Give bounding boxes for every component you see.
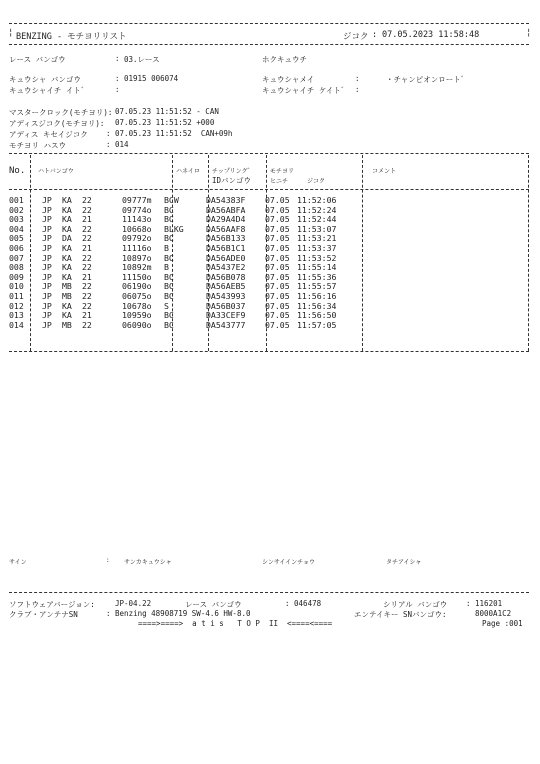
row-time: 11:52:24 (297, 204, 337, 215)
row-color: B (164, 262, 169, 273)
judge-label: シンサイインチョウ (262, 559, 315, 566)
row-year: 22 (82, 281, 92, 292)
row-country: JP (42, 204, 52, 215)
col-divider-right (528, 155, 529, 351)
row-time: 11:53:07 (297, 223, 337, 234)
header-left-bar: ¦ (8, 28, 14, 38)
loft-pos-label: キュウシャイチ ケイト゛ (262, 86, 349, 95)
loft-no-label: キュウシャ バンゴウ (9, 75, 81, 84)
row-color: BC (164, 281, 174, 292)
row-time: 11:56:50 (297, 310, 337, 321)
row-club: DA (62, 233, 72, 244)
col-header-color: ハネイロ (176, 168, 200, 175)
row-color: BC (164, 319, 174, 330)
serial-value: : 116201 (466, 599, 503, 608)
antenna-time-value: 07.05.23 11:51:52 +000 (115, 118, 215, 127)
arrival-count-value: : 014 (106, 140, 129, 149)
row-year: 21 (82, 271, 92, 282)
row-year: 22 (82, 290, 92, 301)
master-clock-value: 07.05.23 11:51:52 - CAN (115, 107, 219, 116)
row-time: 11:53:52 (297, 252, 337, 263)
row-club: MB (62, 319, 72, 330)
row-chip-id: DA56B037 (206, 300, 246, 311)
row-chip-id: DA56B1C1 (206, 242, 246, 253)
row-year: 21 (82, 242, 92, 253)
loft-pos-value: : (355, 85, 360, 94)
row-country: JP (42, 242, 52, 253)
row-country: JP (42, 300, 52, 311)
software-version-label: ソフトウェアバージョン: (9, 600, 95, 609)
row-chip-id: DA56ABFA (206, 204, 246, 215)
table-bottom-border (9, 351, 529, 352)
top-border (9, 23, 529, 24)
row-chip-id: DA54383F (206, 195, 246, 205)
row-ring-no: 09774o (122, 204, 152, 215)
col-header-time: ジコク (307, 178, 326, 185)
row-country: JP (42, 281, 52, 292)
row-color: BCW (164, 195, 179, 205)
row-ring-no: 10892m (122, 262, 152, 273)
col-header-ring: ハトバンゴウ (38, 168, 74, 175)
document-title: BENZING - モチヨリリスト (16, 32, 127, 42)
row-ring-no: 11116o (122, 242, 152, 253)
row-year: 22 (82, 204, 92, 215)
row-country: JP (42, 223, 52, 234)
row-chip-id: DA56AAF8 (206, 223, 246, 234)
row-country: JP (42, 310, 52, 321)
row-chip-id: DA543993 (206, 290, 246, 301)
row-club: KA (62, 242, 72, 253)
row-no: 010 (9, 281, 24, 292)
row-time: 11:55:57 (297, 281, 337, 292)
row-country: JP (42, 195, 52, 205)
row-year: 22 (82, 233, 92, 244)
loft-move-label: キュウシャイチ イト゛ (9, 86, 89, 95)
col-header-no: No. (9, 166, 26, 176)
row-chip-id: DA5437E2 (206, 262, 246, 273)
header-bottom-border (9, 44, 529, 45)
row-time: 11:53:37 (297, 242, 337, 253)
row-no: 012 (9, 300, 24, 311)
row-no: 001 (9, 195, 24, 205)
row-color: BC (164, 204, 174, 215)
row-year: 22 (82, 300, 92, 311)
atis-banner: ====>====> a t i s T O P II <====<==== (138, 619, 333, 628)
row-color: S (164, 300, 169, 311)
participant-label: サンカキュウシャ (124, 559, 172, 566)
row-club: KA (62, 223, 72, 234)
row-club: KA (62, 195, 72, 205)
witness-label: タチアイシャ (386, 559, 422, 566)
row-year: 21 (82, 310, 92, 321)
row-date: 07.05 (265, 290, 290, 301)
row-time: 11:55:36 (297, 271, 337, 282)
row-chip-id: DA543777 (206, 319, 246, 330)
row-no: 005 (9, 233, 24, 244)
row-time: 11:52:44 (297, 214, 337, 225)
row-no: 009 (9, 271, 24, 282)
software-version-value: JP-04.22 (115, 599, 152, 608)
table-row (9, 311, 343, 321)
row-date: 07.05 (265, 195, 290, 205)
col-header-chip-id: IDバンゴウ (212, 176, 252, 185)
race-no-colon: : (115, 54, 120, 63)
row-color: BC (164, 290, 174, 301)
row-ring-no: 06075o (122, 290, 152, 301)
row-country: JP (42, 262, 52, 273)
print-time-separator: : (372, 30, 378, 40)
row-date: 07.05 (265, 262, 290, 273)
loft-move-value: : (115, 85, 120, 94)
row-no: 011 (9, 290, 24, 301)
row-chip-id: DA56AEB5 (206, 281, 246, 292)
footer-race-label: レース バンゴウ (185, 600, 242, 609)
row-chip-id: DA29A4D4 (206, 214, 246, 225)
row-country: JP (42, 252, 52, 263)
row-ring-no: 10959o (122, 310, 152, 321)
row-color: BC (164, 271, 174, 282)
loft-no-colon: : (115, 74, 120, 83)
antenna-time-label: アディスジコク(モチヨリ): (9, 119, 105, 128)
row-country: JP (42, 233, 52, 244)
row-club: KA (62, 204, 72, 215)
row-date: 07.05 (265, 310, 290, 321)
table-row (9, 302, 343, 312)
row-country: JP (42, 271, 52, 282)
row-color: BC (164, 252, 174, 263)
row-year: 22 (82, 195, 92, 205)
row-ring-no: 06190o (122, 281, 152, 292)
table-row (9, 225, 343, 235)
row-club: KA (62, 300, 72, 311)
row-color: BC (164, 214, 174, 225)
footer-top-border (9, 592, 529, 593)
row-club: MB (62, 281, 72, 292)
row-date: 07.05 (265, 271, 290, 282)
row-year: 21 (82, 214, 92, 225)
col-divider-time (362, 155, 363, 351)
row-country: JP (42, 290, 52, 301)
row-chip-id: DA56B133 (206, 233, 246, 244)
table-row (9, 234, 343, 244)
row-date: 07.05 (265, 252, 290, 263)
row-no: 003 (9, 214, 24, 225)
row-year: 22 (82, 262, 92, 273)
arrival-count-label: モチヨリ ハスウ (9, 141, 67, 150)
table-row (9, 321, 343, 331)
row-chip-id: DA33CEF9 (206, 310, 246, 321)
row-no: 014 (9, 319, 24, 330)
row-time: 11:57:05 (297, 319, 337, 330)
print-time-value: 07.05.2023 11:58:48 (382, 30, 480, 40)
loft-name-colon: : (355, 74, 360, 83)
master-clock-label: マスタークロック(モチヨリ): (9, 108, 113, 117)
row-no: 007 (9, 252, 24, 263)
table-row (9, 292, 343, 302)
table-row (9, 263, 343, 273)
row-club: MB (62, 290, 72, 301)
row-time: 11:56:16 (297, 290, 337, 301)
table-top-border (9, 153, 529, 154)
row-time: 11:52:06 (297, 195, 337, 205)
row-color: B (164, 242, 169, 253)
row-club: KA (62, 214, 72, 225)
row-ring-no: 10678o (122, 300, 152, 311)
row-ring-no: 09792o (122, 233, 152, 244)
table-row (9, 254, 343, 264)
row-color: BLKG (164, 223, 184, 234)
loft-no-value: 01915 006074 (124, 74, 179, 83)
row-date: 07.05 (265, 281, 290, 292)
col-header-date2: ヒニチ (270, 178, 289, 185)
table-row (9, 206, 343, 216)
club-antenna-label: クラブ・アンテナSN (9, 610, 78, 619)
row-club: KA (62, 271, 72, 282)
row-no: 013 (9, 310, 24, 321)
row-year: 22 (82, 223, 92, 234)
sign-label: サイン (9, 559, 27, 566)
row-ring-no: 10668o (122, 223, 152, 234)
row-date: 07.05 (265, 214, 290, 225)
loft-name-label: キュウシャメイ (262, 75, 315, 84)
entry-key-value: 8000A1C2 (475, 609, 512, 618)
row-date: 07.05 (265, 223, 290, 234)
row-chip-id: DA56ADE0 (206, 252, 246, 263)
row-date: 07.05 (265, 300, 290, 311)
club-antenna-value: : Benzing 48908719 SW-4.6 HW-8.0 (106, 609, 251, 618)
row-no: 002 (9, 204, 24, 215)
row-date: 07.05 (265, 233, 290, 244)
header-right-bar: ¦ (526, 28, 532, 38)
row-year: 22 (82, 252, 92, 263)
table-row (9, 282, 343, 292)
row-ring-no: 11150o (122, 271, 152, 282)
col-header-chip: チップリング゛ (212, 168, 254, 175)
hokyu-label: ホクキュウチ (262, 55, 307, 64)
row-ring-no: 06090o (122, 319, 152, 330)
row-date: 07.05 (265, 242, 290, 253)
arrival-table (9, 196, 343, 330)
entry-key-label: エンテイキー SNバンゴウ: (354, 610, 447, 619)
row-date: 07.05 (265, 204, 290, 215)
antenna-control-label: アディス キセイジコク (9, 130, 88, 139)
antenna-control-value: : 07.05.23 11:51:52 CAN+09h (106, 129, 233, 138)
row-club: KA (62, 262, 72, 273)
row-time: 11:56:34 (297, 300, 337, 311)
row-date: 07.05 (265, 319, 290, 330)
page-number: Page :001 (482, 619, 523, 628)
row-color: BC (164, 233, 174, 244)
row-no: 006 (9, 242, 24, 253)
row-club: KA (62, 310, 72, 321)
row-country: JP (42, 214, 52, 225)
row-no: 008 (9, 262, 24, 273)
table-header-border (9, 189, 529, 190)
sign-colon: : (106, 557, 110, 564)
col-header-comment: コメント (372, 168, 397, 175)
col-header-date: モチヨリ (270, 168, 295, 175)
row-ring-no: 09777m (122, 195, 152, 205)
table-row (9, 244, 343, 254)
footer-race-value: : 046478 (285, 599, 322, 608)
race-no-value: 03.レース (124, 55, 160, 64)
row-chip-id: DA56B078 (206, 271, 246, 282)
row-club: KA (62, 252, 72, 263)
row-time: 11:55:14 (297, 262, 337, 273)
table-row (9, 273, 343, 283)
serial-label: シリアル バンゴウ (383, 600, 448, 609)
race-no-label: レース バンゴウ (9, 55, 66, 64)
row-ring-no: 11143o (122, 214, 152, 225)
table-row (9, 196, 343, 206)
row-no: 004 (9, 223, 24, 234)
row-year: 22 (82, 319, 92, 330)
loft-name-value: ・チャンピオンロート゛ (386, 75, 469, 84)
row-color: BC (164, 310, 174, 321)
row-time: 11:53:21 (297, 233, 337, 244)
row-ring-no: 10897o (122, 252, 152, 263)
row-country: JP (42, 319, 52, 330)
print-time-label: ジコク (343, 32, 369, 42)
